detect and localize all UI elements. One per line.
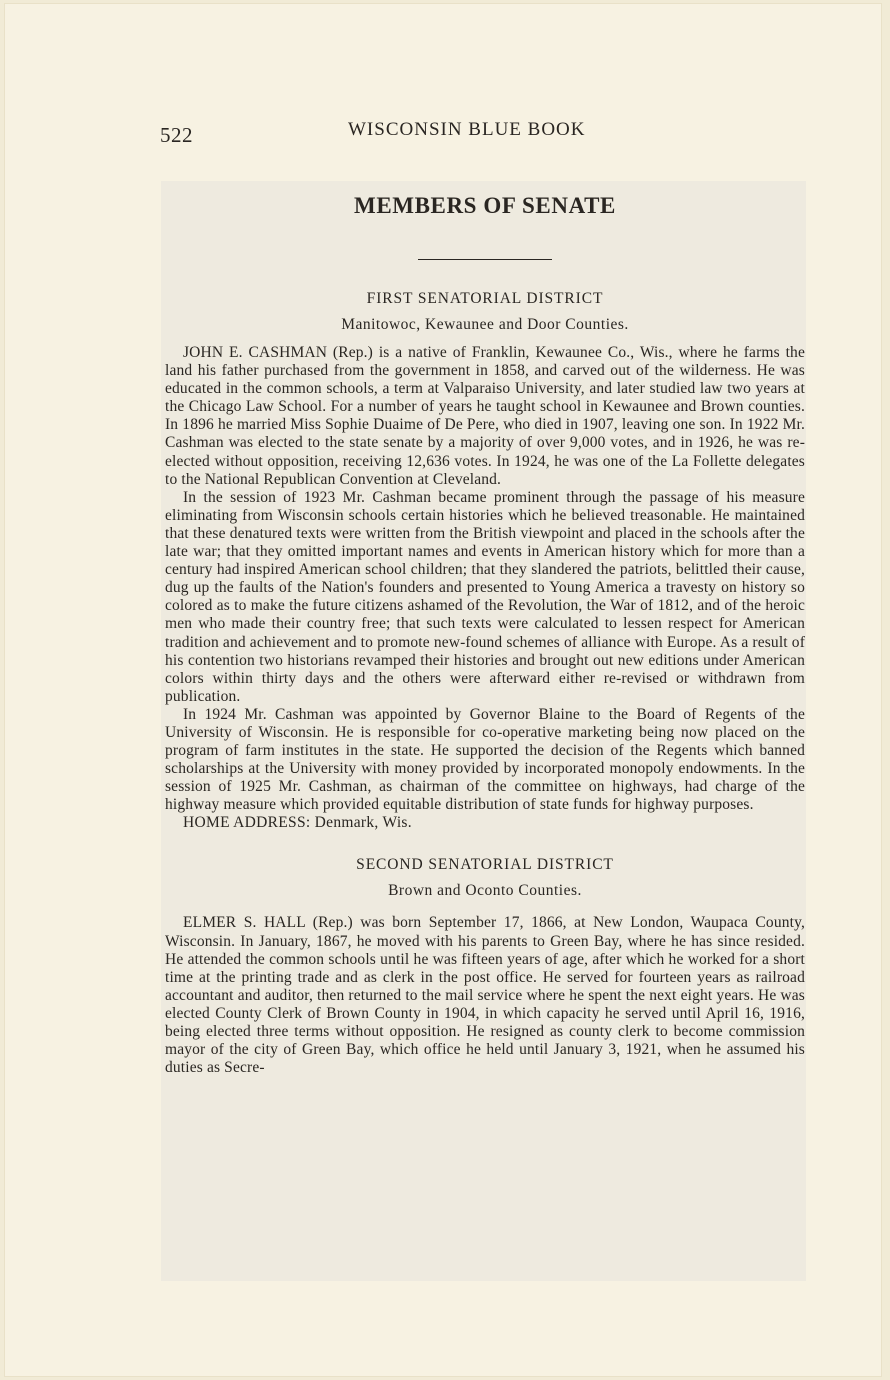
text-column (165, 189, 805, 1077)
biography-paragraph: JOHN E. CASHMAN (Rep.) is a native of Franklin, Kewaunee Co., Wis., where he farms the land his father purchased from the government in 1858, and carved out of the wilderness. He was educated in the common schools, a term at Valparaiso University, and later studied law two years at the Chicago Law School. For a number of years he taught school in Kewaunee and Brown counties. In 1896 he married Miss Sophie Duaime of De Pere, who died in 1907, leaving one son. In 1922 Mr. Cashman was elected to the state senate by a majority of over 9,000 votes, and in 1926, he was re-elected without opposition, receiving 12,636 votes. In 1924, he was one of the La Follette delegates to the National Republican Convention at Cleveland. (165, 344, 805, 488)
biography-paragraph: In 1924 Mr. Cashman was appointed by Governor Blaine to the Board of Regents of the University of Wisconsin. He is responsible for co-operative marketing being now placed on the program of farm institutes in the state. He supported the decision of the Regents which banned scholarships at the University with money provided by incorporated monopoly endowments. In the session of 1925 Mr. Cashman, as chairman of the committee on highways, had charge of the highway measure which provided equitable distribution of state funds for highway purposes. (165, 705, 805, 814)
district-heading: SECOND SENATORIAL DISTRICT (356, 856, 614, 874)
biography-paragraph: ELMER S. HALL (Rep.) was born September 17, 1866, at New London, Waupaca County, Wisconsin. In January, 1867, he moved with his parents to Green Bay, where he has since resided. He attended the common schools until he was fifteen years of age, after which he worked for a short time at the printing trade and as clerk in the post office. He served for fourteen years as railroad accountant and auditor, then returned to the mail service where he spent the next eight years. He was elected County Clerk of Brown County in 1904, in which capacity he served until April 16, 1916, being elected three terms without opposition. He resigned as county clerk to become commission mayor of the city of Green Bay, which office he held until January 3, 1921, when he assumed his duties as Secre- (165, 914, 805, 1077)
district-section-second (165, 856, 805, 1077)
district-counties: Brown and Oconto Counties. (388, 882, 582, 900)
page-header (4, 117, 882, 147)
page-number: 522 (160, 123, 193, 147)
section-title: MEMBERS OF SENATE (354, 193, 616, 218)
title-divider (418, 259, 552, 260)
district-heading: FIRST SENATORIAL DISTRICT (366, 290, 604, 307)
district-counties: Manitowoc, Kewaunee and Door Counties. (341, 316, 629, 333)
running-title: WISCONSIN BLUE BOOK (348, 119, 586, 140)
biography-paragraph: In the session of 1923 Mr. Cashman became prominent through the passage of his measure eliminating from Wisconsin schools certain histories which he believed treasonable. He maintained that these denatured texts were written from the British viewpoint and placed in the schools after the late war; that they omitted important names and events in American history which for more than a century had inspired American school children; that they slandered the patriots, belittled their cause, dug up the faults of the Nation's founders and presented to Young America a travesty on history so colored as to make the future citizens ashamed of the Revolution, the War of 1812, and of the heroic men who made their country free; that such texts were calculated to lessen respect for American tradition and achievement and to promote new-found schemes of alliance with Europe. As a result of his contention two historians revamped their histories and brought out new editions under American colors within thirty days and the others were afterward either re-revised or withdrawn from publication. (165, 488, 805, 705)
home-address: HOME ADDRESS: Denmark, Wis. (183, 814, 412, 832)
book-page (4, 3, 882, 1377)
district-section-first (165, 290, 805, 832)
